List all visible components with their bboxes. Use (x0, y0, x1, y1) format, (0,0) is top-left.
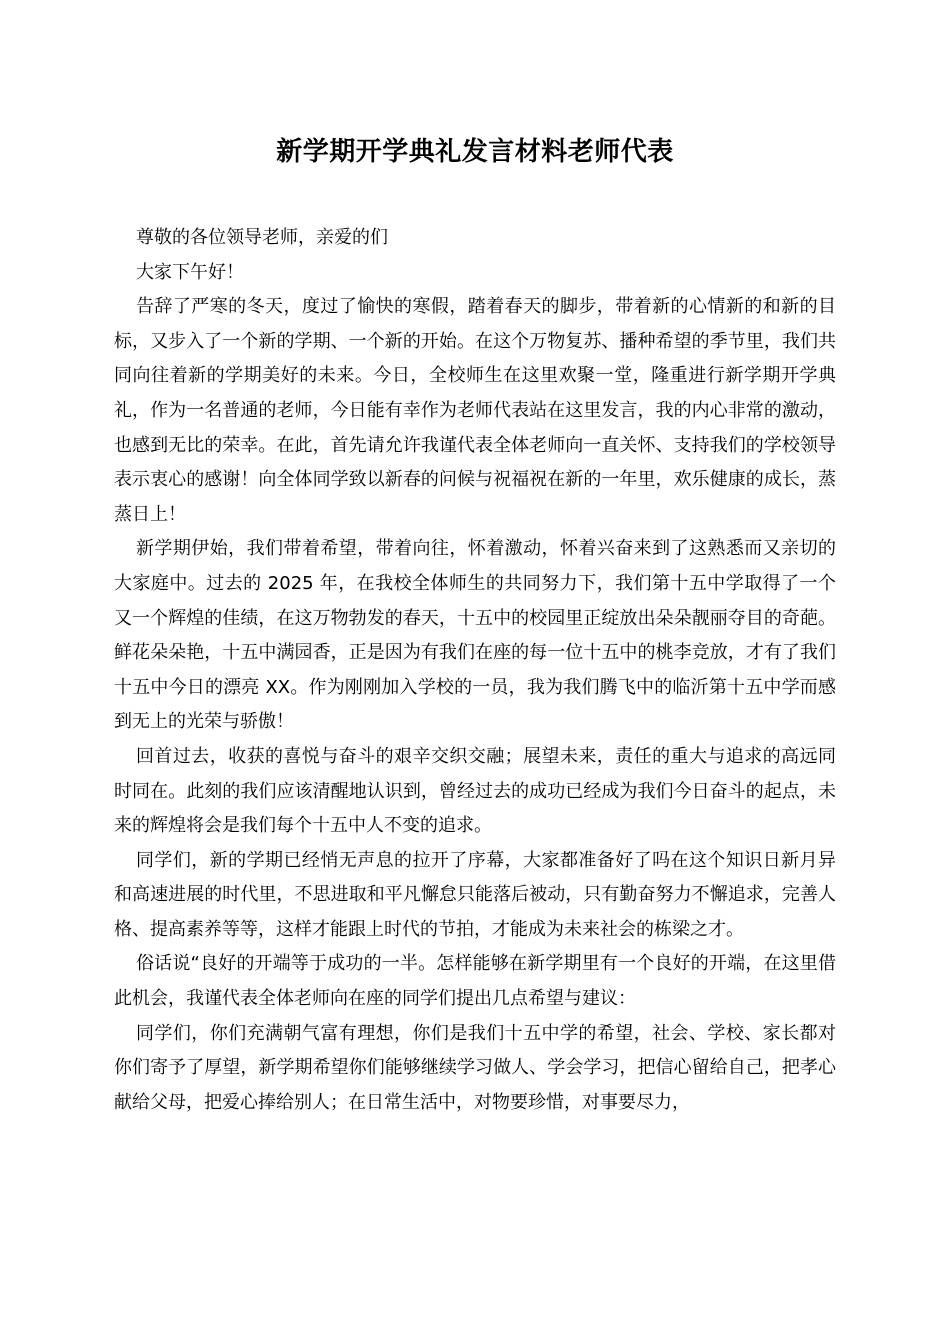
paragraph: 告辞了严寒的冬天，度过了愉快的寒假，踏着春天的脚步，带着新的心情新的和新的目标，又步入了一个新的学期、一个新的开始。在这个万物复苏、播种希望的季节里，我们共同向往着新的学期美好的未来。今日，全校师生在这里欢聚一堂，隆重进行新学期开学典礼，作为一名普通的老师，今日能有幸作为老师代表站在这里发言，我的内心非常的激动，也感到无比的荣幸。在此，首先请允许我谨代表全体老师向一直关怀、支持我们的学校领导表示衷心的感谢！向全体同学致以新春的问候与祝福祝在新的一年里，欢乐健康的成长，蒸蒸日上！ (114, 296, 836, 525)
document-body (114, 221, 836, 1120)
paragraph: 同学们，你们充满朝气富有理想，你们是我们十五中学的希望，社会、学校、家长都对你们寄予了厚望，新学期希望你们能够继续学习做人、学会学习，把信心留给自己，把孝心献给父母，把爱心捧给别人；在日常生活中，对物要珍惜，对事要尽力， (114, 1022, 836, 1113)
paragraph: 同学们，新的学期已经悄无声息的拉开了序幕，大家都准备好了吗在这个知识日新月异和高速进展的时代里，不思进取和平凡懈怠只能落后被动，只有勤奋努力不懈追求，完善人格、提高素养等等，这样才能跟上时代的节拍，才能成为未来社会的栋梁之才。 (114, 849, 836, 940)
paragraph: 回首过去，收获的喜悦与奋斗的艰辛交织交融；展望未来，责任的重大与追求的高远同时同在。此刻的我们应该清醒地认识到，曾经过去的成功已经成为我们今日奋斗的起点，未来的辉煌将会是我们每个十五中人不变的追求。 (114, 745, 836, 837)
salutation: 尊敬的各位领导老师，亲爱的们 (136, 227, 388, 248)
paragraph: 俗话说“良好的开端等于成功的一半。怎样能够在新学期里有一个良好的开端，在这里借此机会，我谨代表全体老师向在座的同学们提出几点希望与建议： (114, 953, 836, 1010)
document-title: 新学期开学典礼发言材料老师代表 (276, 137, 674, 167)
paragraph: 新学期伊始，我们带着希望，带着向往，怀着激动，怀着兴奋来到了这熟悉而又亲切的大家庭中。过去的 2025 年，在我校全体师生的共同努力下，我们第十五中学取得了一个又一个辉煌的佳绩，在这万物勃发的春天，十五中的校园里正绽放出朵朵靓丽夺目的奇葩。鲜花朵朵艳，十五中满园香，正是因为有我们在座的每一位十五中的桃李竞放，才有了我们十五中今日的漂亮 XX。作为刚刚加入学校的一员，我为我们腾飞中的临沂第十五中学而感到无上的光荣与骄傲！ (114, 538, 836, 733)
greeting: 大家下午好！ (136, 261, 244, 283)
